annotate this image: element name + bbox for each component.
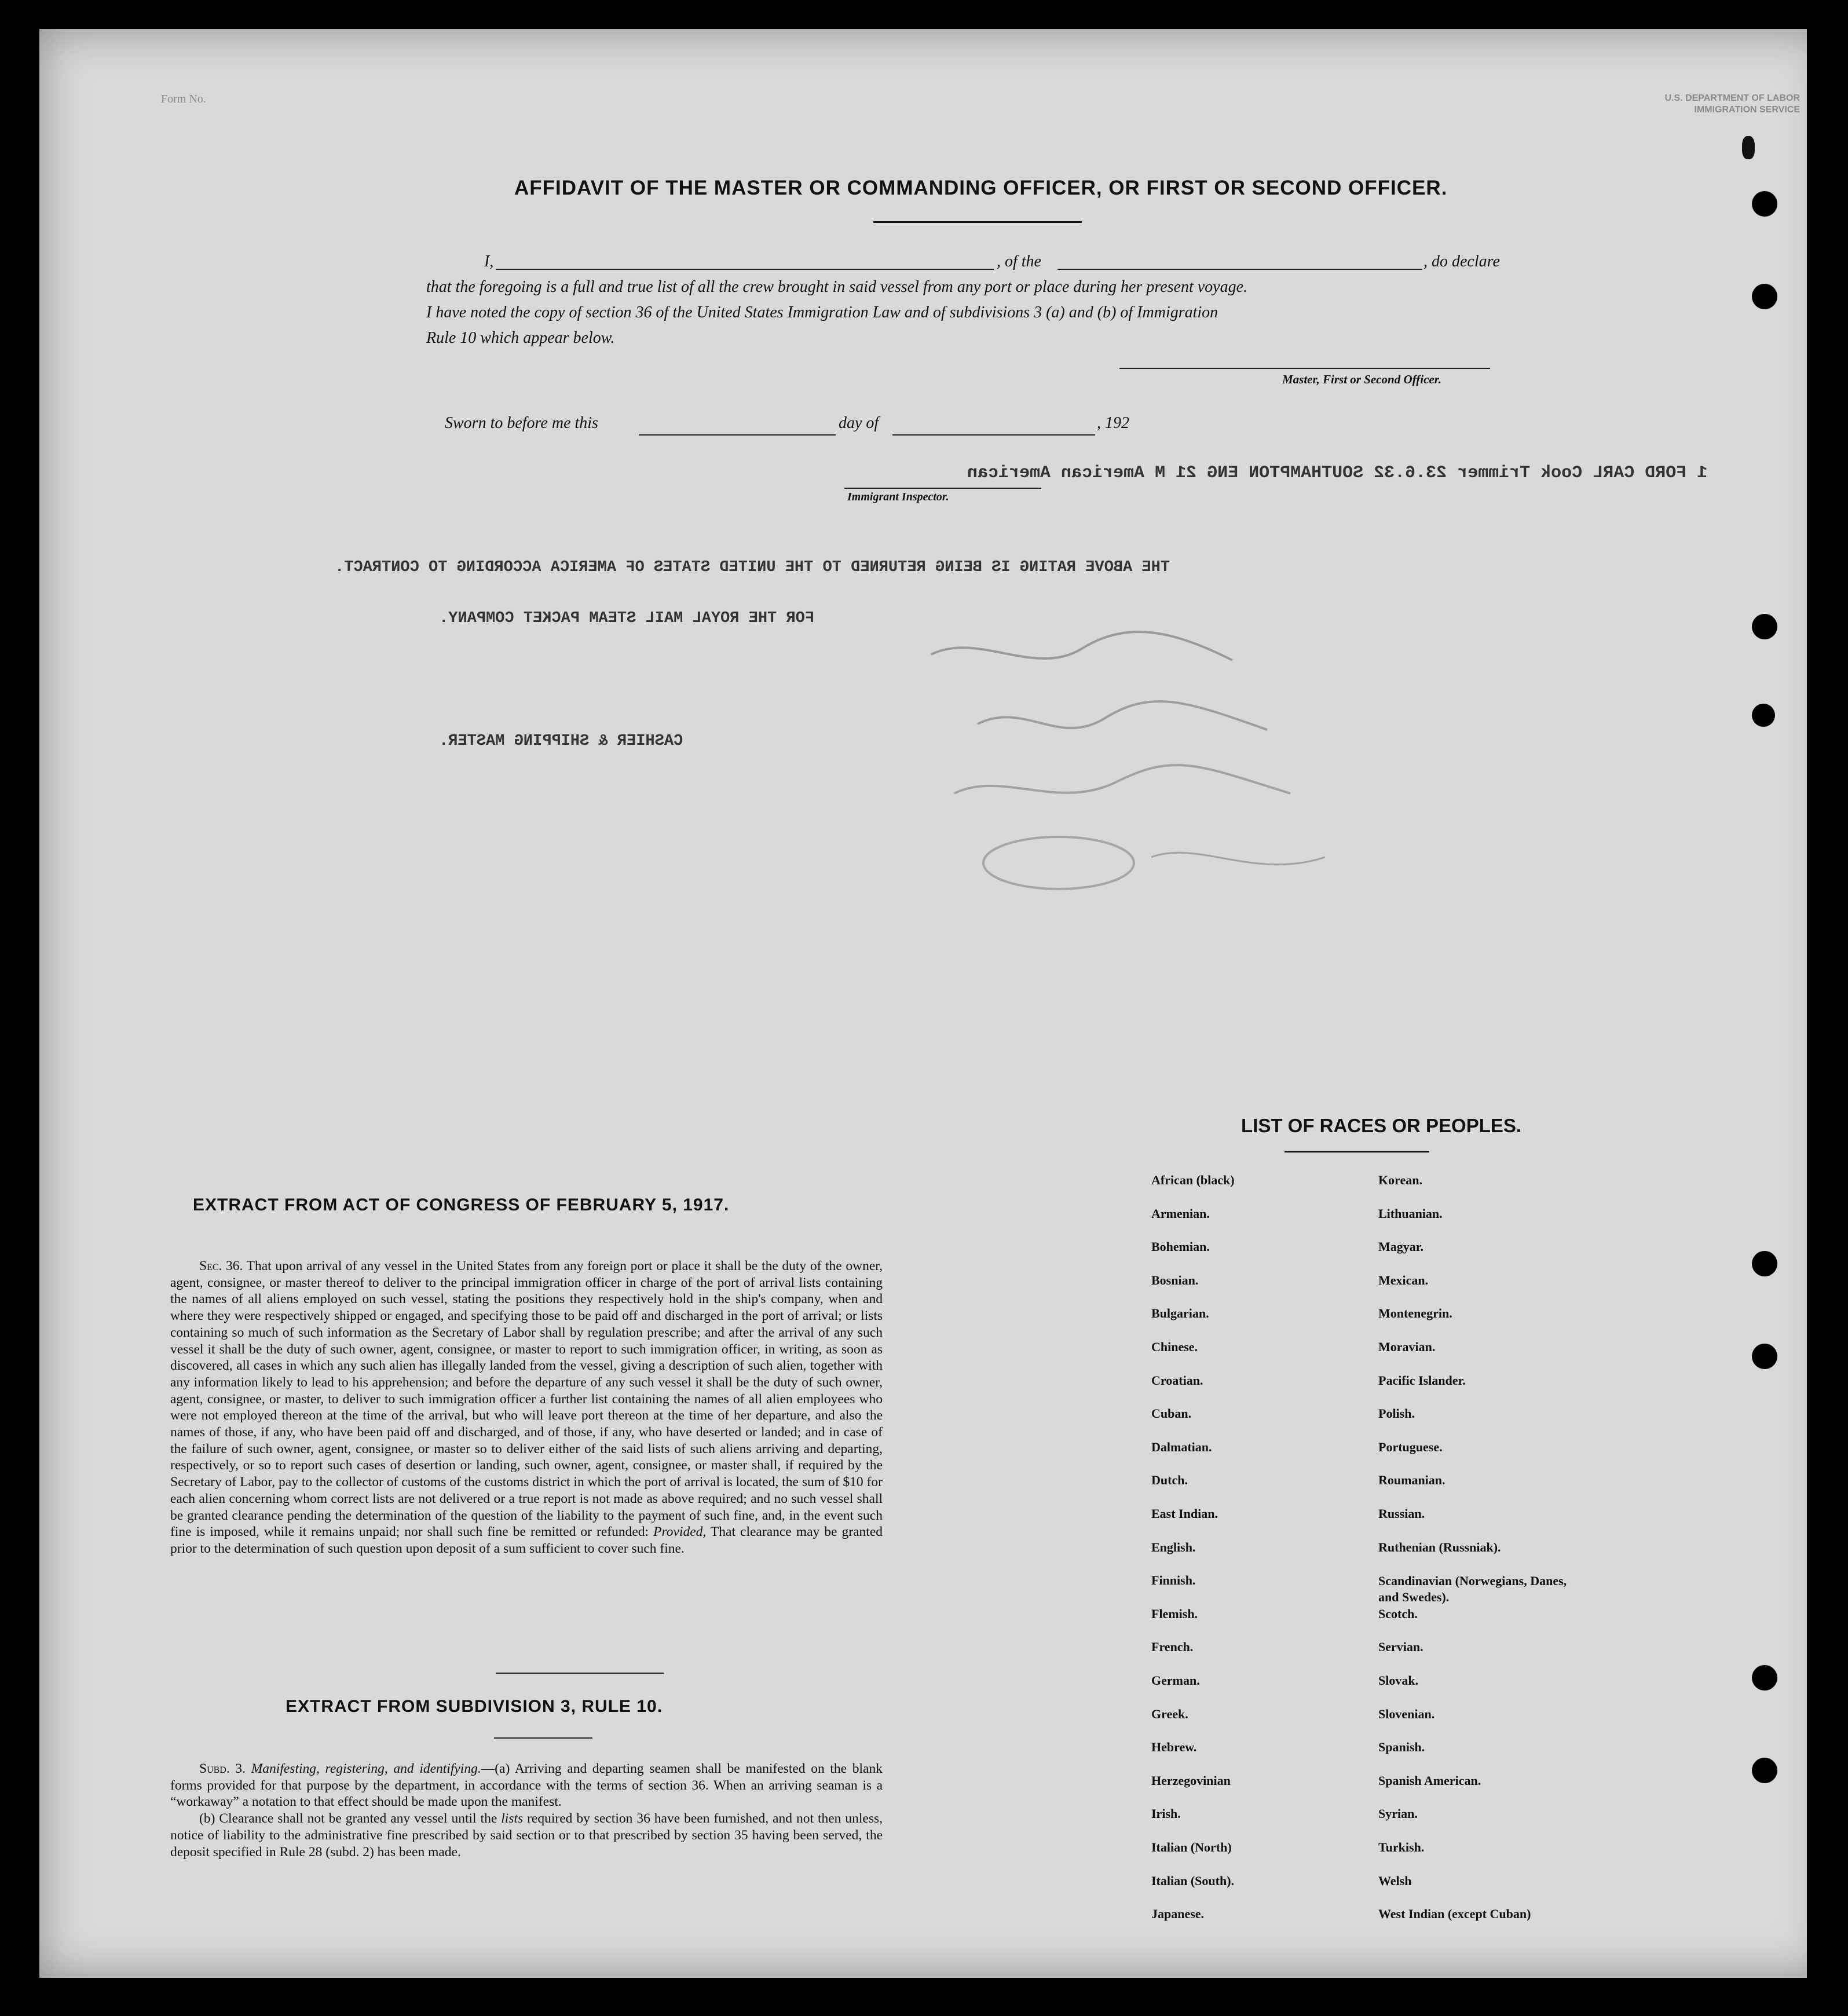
race-item: Greek. [1151,1706,1188,1721]
race-item: Italian (South). [1151,1873,1235,1888]
sworn-to-label: Sworn to before me this [445,414,598,432]
race-item: French. [1151,1640,1194,1655]
race-item: East Indian. [1151,1506,1218,1521]
service-line: IMMIGRATION SERVICE [1694,105,1800,115]
race-item: Spanish. [1378,1740,1425,1755]
sworn-month-blank [892,434,1095,436]
form-header [1626,93,1800,116]
race-item: Polish. [1378,1406,1415,1421]
inspector-label: Immigrant Inspector. [847,491,949,503]
race-item: Servian. [1378,1640,1423,1655]
race-item: Slovak. [1378,1673,1419,1688]
race-item: Scandinavian (Norwegians, Danes, and Swedes). [1378,1574,1567,1605]
affidavit-of-the: , of the [997,253,1041,270]
race-item: Montenegrin. [1378,1306,1452,1321]
race-item: Lithuanian. [1378,1206,1443,1221]
binder-hole [1752,191,1777,217]
rule-title-rule [494,1737,592,1739]
binder-hole [1752,284,1777,309]
race-item: English. [1151,1539,1196,1554]
title-rule [873,221,1082,223]
race-item: Finnish. [1151,1573,1196,1588]
race-item: Mexican. [1378,1272,1429,1287]
race-item: Armenian. [1151,1206,1210,1221]
race-item: Irish. [1151,1806,1181,1821]
race-item: Slovenian. [1378,1706,1435,1721]
affidavit-i: I, [484,253,494,270]
affidavit-line-4: Rule 10 which appear below. [426,329,615,347]
top-pin-mark [1742,136,1755,159]
binder-hole [1752,1758,1777,1783]
race-item: Korean. [1378,1173,1422,1187]
race-item: Bohemian. [1151,1239,1210,1254]
race-item: Welsh [1378,1873,1412,1888]
race-item: Magyar. [1378,1239,1424,1254]
bleed-signature-line: CASHIER & SHIPPING MASTER. [439,733,683,750]
binder-hole [1752,1665,1777,1691]
master-signature-line [1119,368,1490,369]
extract-act-title: EXTRACT FROM ACT OF CONGRESS OF FEBRUARY 5, 1917. [193,1195,730,1214]
proviso-text: That clearance may be granted prior to the determination of such question upon deposit of a sum sufficient to cover such fine. [170,1524,883,1556]
sworn-year: , 192 [1097,414,1129,432]
sworn-day-of: day of [839,414,879,432]
affidavit-line-3: I have noted the copy of section 36 of the United States Immigration Law and of subdivisions 3 (a) and (b) of Immigration [426,303,1218,321]
race-item: Bosnian. [1151,1272,1199,1287]
race-item: Cuban. [1151,1406,1192,1421]
races-title: LIST OF RACES OR PEOPLES. [1241,1115,1522,1136]
race-item: Spanish American. [1378,1773,1481,1788]
rule-part-b: (b) Clearance shall not be granted any vessel until the lists required by section 36 have been furnished, and not then unless, notice of liability to the administrative fine prescribed by said section or to that prescribed by section 35 having been served, the deposit specified in Rule 28 (subd. 2) has been made. [170,1811,883,1860]
section-divider [496,1673,664,1674]
race-item: Turkish. [1378,1840,1425,1854]
name-blank [496,269,994,270]
race-item: Ruthenian (Russniak). [1378,1539,1501,1554]
proviso-label: Provided, [653,1524,707,1540]
race-item: Japanese. [1151,1907,1205,1922]
bleed-crew-row: 1 FORD CARL Cook Trimmer 23.6.32 SOUTHAMPTON ENG 21 M American American [967,463,1707,483]
form-number: Form No. [161,93,206,105]
extract-rule-text [170,1761,883,1860]
race-item: Dalmatian. [1151,1439,1212,1454]
sec-36-label: Sec. 36. [199,1258,243,1274]
bleed-handwriting-marks [908,608,1429,932]
inspector-signature-line [844,488,1041,489]
sworn-day-blank [639,434,836,436]
vessel-blank [1057,269,1422,270]
race-item: Moravian. [1378,1340,1436,1354]
master-signature-label: Master, First or Second Officer. [1282,372,1441,386]
binder-hole [1752,704,1775,727]
rule-part-a: Subd. 3. Manifesting, registering, and identifying.—(a) Arriving and departing seamen shall be manifested on the blank forms provided for that purpose by the department, in accordance with the terms of section 36. When an arriving seaman is a “workaway” a notation to that effect should be made upon the manifest. [170,1761,883,1810]
sec-36-body: That upon arrival of any vessel in the United States from any foreign port or place it shall be the duty of the owner, agent, consignee, or master thereof to deliver to the principal immigration officer in charge of the port of arrival lists containing the names of all aliens employed on such vessel, stating the positions they respectively hold in the ship's company, when and where they were respectively shipped or engaged, and specifying those to be paid off and discharged in the port of arrival; or lists containing so much of such information as the Secretary of Labor shall by regulation prescribe; and after the arrival of any such vessel it shall be the duty of such owner, agent, consignee, or master to report to such immigration officer, in writing, as soon as discovered, all cases in which any such alien has illegally landed from the vessel, giving a description of such alien, together with any information likely to lead to his apprehension; and before the departure of any such vessel it shall be the duty of such owner, agent, consignee, or master, to deliver to such immigration officer a further list containing the names of all alien employees who were not employed thereon at the time of the arrival, but who will leave port thereon at the time of her departure, and also the names of those, if any, who have been paid off and discharged, and of those, if any, who have deserted or landed; and in case of the failure of such owner, agent, consignee, or master so to deliver either of the said lists of such aliens arriving and departing, respectively, or so to report such cases of desertion or landing, such owner, agent, consignee, or master shall, if required by the Secretary of Labor, pay to the collector of customs of the customs district in which the port of arrival is located, the sum of $10 for each alien concerning whom correct lists are not delivered or a true report is not made as above required; and no such vessel shall be granted clearance pending the determination of the question of the liability to the payment of such fine, and, in the event such fine is imposed, while it remains unpaid; nor shall such fine be remitted or refunded: [170,1258,883,1540]
scan-edge [1807,0,1848,2016]
race-item: Flemish. [1151,1606,1198,1621]
binder-hole [1752,1344,1777,1369]
department-line: U.S. DEPARTMENT OF LABOR [1664,93,1800,103]
race-item: African (black) [1151,1173,1235,1187]
race-item: Pacific Islander. [1378,1373,1466,1388]
manifest-sheet [39,29,1829,1978]
bleed-note-line-1: THE ABOVE RATING IS BEING RETURNED TO THE UNITED STATES OF AMERICA ACCORDING TO CONTRACT. [335,559,1170,576]
race-item: German. [1151,1673,1200,1688]
race-item: Italian (North) [1151,1840,1232,1854]
race-item: Scotch. [1378,1606,1418,1621]
affidavit-do-declare: , do declare [1423,253,1500,270]
extract-act-text [170,1258,883,1557]
bleed-note-line-2: FOR THE ROYAL MAIL STEAM PACKET COMPANY. [439,610,815,627]
binder-hole [1752,614,1777,639]
race-item: Roumanian. [1378,1473,1446,1488]
race-item: Portuguese. [1378,1439,1443,1454]
race-item: West Indian (except Cuban) [1378,1907,1531,1922]
affidavit-body [426,249,1515,351]
race-item: Chinese. [1151,1340,1198,1354]
race-item: Russian. [1378,1506,1425,1521]
race-item: Dutch. [1151,1473,1188,1488]
race-item: Bulgarian. [1151,1306,1209,1321]
binder-hole [1752,1251,1777,1276]
race-item: Herzegovinian [1151,1773,1231,1788]
affidavit-line-2: that the foregoing is a full and true list of all the crew brought in said vessel from any port or place during her present voyage. [426,278,1248,296]
race-item: Syrian. [1378,1806,1418,1821]
race-item: Croatian. [1151,1373,1203,1388]
affidavit-title: AFFIDAVIT OF THE MASTER OR COMMANDING OFFICER, OR FIRST OR SECOND OFFICER. [514,177,1448,199]
race-item: Hebrew. [1151,1740,1197,1755]
races-title-rule [1285,1151,1429,1152]
extract-rule-title: EXTRACT FROM SUBDIVISION 3, RULE 10. [286,1697,663,1716]
